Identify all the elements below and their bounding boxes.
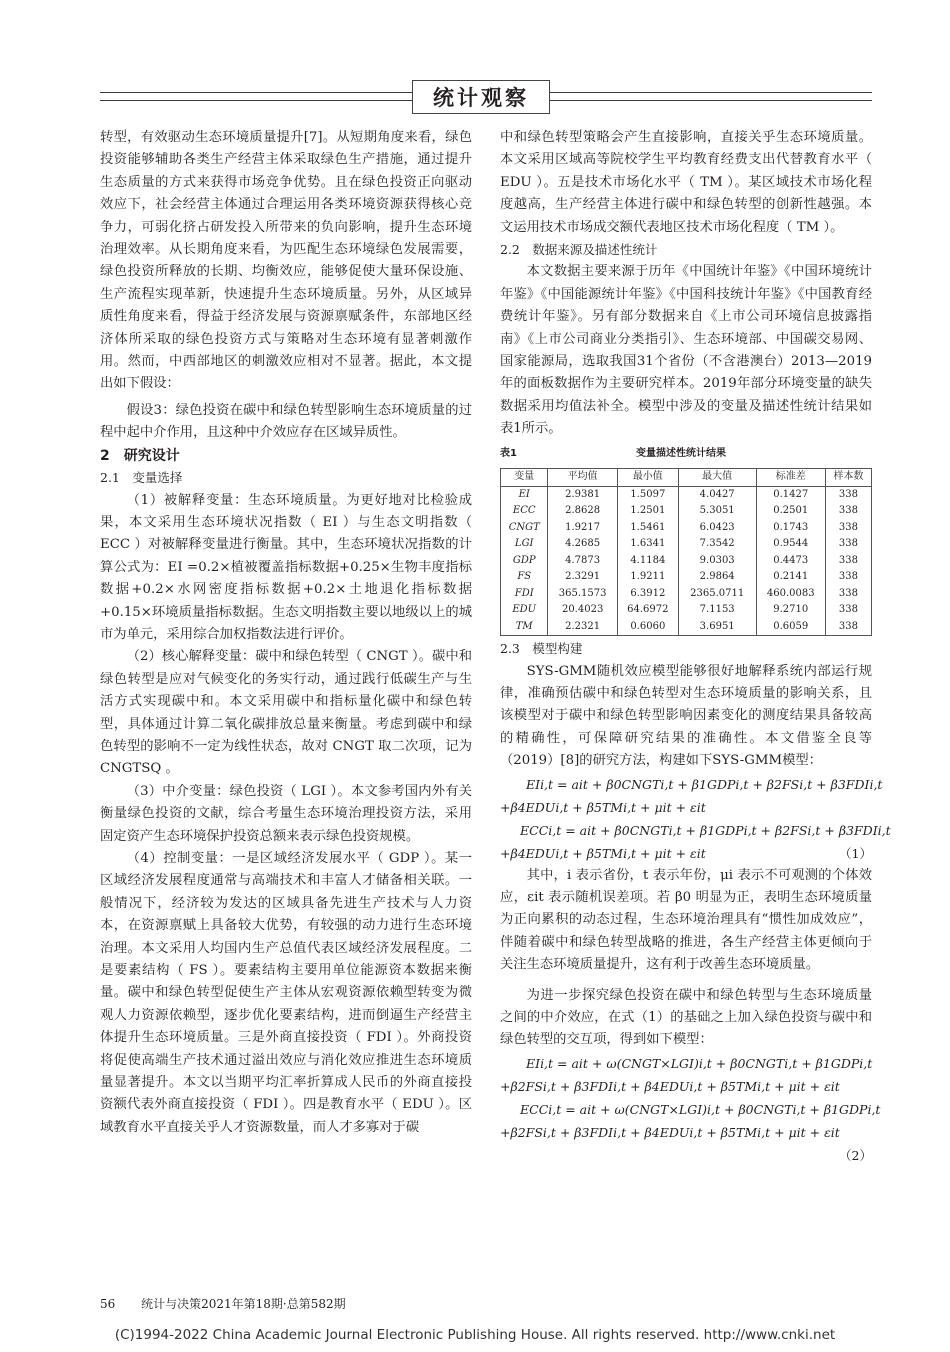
equation-number: （2） [839, 1147, 872, 1163]
value-cell: 0.2141 [756, 569, 825, 586]
table-body [501, 486, 872, 636]
paragraph: 其中，i 表示省份，t 表示年份，μi 表示不可观测的个体效应，εit 表示随机误差项。若 β0 明显为正，表明生态环境质量为正向累积的动态过程，生态环境治理具有“惯性加成效应”，伴随着碳中和绿色转型战略的推进，各生产经营主体更倾向于关注生态环境质量提升，这有利于改善生态环境质量。 [500, 867, 872, 973]
variable-cell: FDI [501, 586, 548, 603]
value-cell: 338 [825, 602, 871, 619]
value-cell: 0.1743 [756, 520, 825, 537]
equation-line: EIi,t = ait + ω(CNGT×LGI)i,t + β0CNGTi,t + β1GDPi,t [526, 1055, 873, 1071]
value-cell: 0.9544 [756, 536, 825, 553]
table-row [501, 486, 872, 503]
value-cell: 4.1184 [617, 553, 678, 570]
equation-line: +β4EDUi,t + β5TMi,t + μit + εit [500, 799, 706, 815]
value-cell: 5.3051 [678, 503, 756, 520]
value-cell: 338 [825, 536, 871, 553]
value-cell: 4.7873 [548, 553, 617, 570]
equation-line-numbered [500, 842, 872, 865]
equation-line: +β2FSi,t + β3FDIi,t + β4EDUi,t + β5TMi,t + μit + εit [500, 1078, 840, 1094]
table-row [501, 503, 872, 520]
subsection-heading: 2.1 变量选择 [100, 470, 183, 486]
equation-2 [500, 1052, 881, 1163]
journal-info: 统计与决策2021年第18期·总第582期 [141, 1297, 346, 1311]
value-cell: 1.6341 [617, 536, 678, 553]
paragraph: 转型，有效驱动生态环境质量提升[7]。从短期角度来看，绿色投资能够辅助各类生产经营主体采取绿色生产措施，通过提升生态质量的方式来获得市场竞争优势。且在绿色投资正向驱动效应下，社会经营主体通过合理运用各类环境资源获得核心竞争力，可弱化挤占研发投入所带来的负向影响，提升生态环境治理效率。从长期角度来看，为匹配生态环境绿色发展需要，绿色投资所释放的长期、均衡效应，能够促使大量环保设施、生产流程实现革新，快速提升生态环境质量。另外，从区域异质性角度来看，得益于经济发展与资源禀赋条件，东部地区经济体所采取的绿色投资方式与策略对生态环境有显著刺激作用。然而，中西部地区的刺激效应相对不显著。据此，本文提出如下假设： [100, 130, 472, 392]
value-cell: 338 [825, 619, 871, 636]
value-cell: 460.0083 [756, 586, 825, 603]
subsection-heading: 2.3 模型构建 [500, 641, 583, 657]
table-row [501, 536, 872, 553]
col-header: 标准差 [756, 469, 825, 487]
section-heading: 2 研究设计 [100, 447, 180, 464]
equation-line-numbered [500, 1121, 872, 1163]
value-cell: 2.8628 [548, 503, 617, 520]
value-cell: 0.6059 [756, 619, 825, 636]
value-cell: 1.5097 [617, 486, 678, 503]
value-cell: 338 [825, 486, 871, 503]
value-cell: 1.2501 [617, 503, 678, 520]
equation-number: （1） [839, 845, 872, 861]
right-column [500, 127, 891, 1167]
table-label: 表1 [500, 447, 517, 459]
value-cell: 4.2685 [548, 536, 617, 553]
variable-cell: EI [501, 486, 548, 503]
value-cell: 7.1153 [678, 602, 756, 619]
value-cell: 9.2710 [756, 602, 825, 619]
variable-cell: CNGT [501, 520, 548, 537]
value-cell: 338 [825, 569, 871, 586]
value-cell: 2.9864 [678, 569, 756, 586]
value-cell: 3.6951 [678, 619, 756, 636]
value-cell: 338 [825, 503, 871, 520]
variable-cell: LGI [501, 536, 548, 553]
value-cell: 0.2501 [756, 503, 825, 520]
value-cell: 64.6972 [617, 602, 678, 619]
col-header: 样本数 [825, 469, 871, 487]
table-row [501, 602, 872, 619]
paragraph: （2）核心解释变量：碳中和绿色转型（ CNGT ）。碳中和绿色转型是应对气候变化的务实行动，通过践行低碳生产与生活方式实现碳中和。本文采用碳中和指标量化碳中和绿色转型，具体通过计算二氧化碳排放总量来衡量。考虑到碳中和绿色转型的影响不一定为线性状态，故对 CNGT 取二次项，记为 CNGTSQ 。 [100, 649, 472, 777]
value-cell: 1.9211 [617, 569, 678, 586]
hypothesis-3: 假设3：绿色投资在碳中和绿色转型影响生态环境质量的过程中起中介作用，且这种中介效应存在区域异质性。 [100, 402, 472, 441]
variable-cell: GDP [501, 553, 548, 570]
value-cell: 338 [825, 553, 871, 570]
equation-text: +β4EDUi,t + β5TMi,t + μit + εit [500, 845, 706, 861]
table-row [501, 586, 872, 603]
paragraph: （3）中介变量：绿色投资（ LGI ）。本文参考国内外有关衡量绿色投资的文献，综合考量生态环境治理投资方法，采用固定资产生态环境保护投资总额来表示绿色投资规模。 [100, 783, 472, 844]
table-header-row [501, 469, 872, 487]
equation-text: +β2FSi,t + β3FDIi,t + β4EDUi,t + β5TMi,t + μit + εit [500, 1124, 840, 1140]
value-cell: 7.3542 [678, 536, 756, 553]
value-cell: 2.2321 [548, 619, 617, 636]
section-title: 统计观察 [412, 80, 550, 114]
variable-cell: TM [501, 619, 548, 636]
left-column [100, 127, 472, 1139]
page-number: 56 [100, 1297, 116, 1311]
variable-cell: EDU [501, 602, 548, 619]
paragraph: SYS-GMM随机效应模型能够很好地解释系统内部运行规律，准确预估碳中和绿色转型对生态环境质量的影响关系，且该模型对于碳中和绿色转型影响因素变化的测度结果具备较高的精确性，可保障研究结果的准确性。本文借鉴全良等（2019）[8]的研究方法，构建如下SYS-GMM模型： [500, 663, 872, 769]
copyright-notice: (C)1994-2022 China Academic Journal Electronic Publishing House. All rights reserved. http://www.cnki.net [114, 1327, 836, 1343]
page-footer [100, 1295, 346, 1312]
paragraph: 本文数据主要来源于历年《中国统计年鉴》《中国环境统计年鉴》《中国能源统计年鉴》《中国科技统计年鉴》《中国教育经费统计年鉴》。另有部分数据来自《上市公司环境信息披露指南》《上市公司商业分类指引》、生态环境部、中国碳交易网、国家能源局，选取我国31个省份（不含港澳台）2013—2019年的面板数据作为主要研究样本。2019年部分环境变量的缺失数据采用均值法补全。模型中涉及的变量及描述性统计结果如表1所示。 [500, 264, 872, 437]
table-row [501, 619, 872, 636]
value-cell: 4.0427 [678, 486, 756, 503]
value-cell: 0.6060 [617, 619, 678, 636]
value-cell: 0.4473 [756, 553, 825, 570]
col-header: 最大值 [678, 469, 756, 487]
paragraph: 为进一步探究绿色投资在碳中和绿色转型与生态环境质量之间的中介效应，在式（1）的基础之上加入绿色投资与碳中和绿色转型的交互项，得到如下模型： [500, 987, 872, 1048]
paragraph: （4）控制变量：一是区域经济发展水平（ GDP ）。某一区域经济发展程度通常与高端技术和丰富人才储备相关联。一般情况下，经济较为发达的区域具备先进生产技术与人力资本，在资源禀赋上具备较大优势，有较强的动力进行生态环境治理。本文采用人均国内生产总值代表区域经济发展程度。二是要素结构（ FS ）。要素结构主要用单位能源资本数据来衡量。碳中和绿色转型促使生产主体从宏观资源依赖型转变为微观人力资源依赖型，逐步优化要素结构，进而倒逼生产经营主体提升生态环境质量。三是外商直接投资（ FDI ）。外商投资将促使高端生产技术通过溢出效应与消化效应推进生态环境质量显著提升。本文以当期平均汇率折算成人民币的外商直接投资额代表外商直接投资（ FDI ）。四是教育水平（ EDU ）。区域教育水平直接关乎人才资源数量，而人才多寡对于碳 [100, 851, 472, 1135]
value-cell: 0.1427 [756, 486, 825, 503]
variable-cell: ECC [501, 503, 548, 520]
value-cell: 2.3291 [548, 569, 617, 586]
equation-line: EIi,t = ait + β0CNGTi,t + β1GDPi,t + β2FSi,t + β3FDIi,t [526, 776, 883, 792]
value-cell: 6.0423 [678, 520, 756, 537]
variable-cell: FS [501, 569, 548, 586]
col-header: 最小值 [617, 469, 678, 487]
table-row [501, 569, 872, 586]
subsection-heading: 2.2 数据来源及描述性统计 [500, 242, 658, 258]
table-caption [500, 443, 872, 465]
value-cell: 338 [825, 586, 871, 603]
paragraph: （1）被解释变量：生态环境质量。为更好地对比检验成果，本文采用生态环境状况指数（ EI ）与生态文明指数（ ECC ）对被解释变量进行衡量。其中，生态环境状况指数的计算公式为：EI =0.2×植被覆盖指标数据+0.25×生物丰度指标数据+0.2×水网密度指标数据+0.2×土地退化指标数据+0.15×环境质量指标数据。生态文明指数主要以地级以上的城市为单元，采用综合加权指数法进行评价。 [100, 492, 472, 642]
equation-line: ECCi,t = ait + ω(CNGT×LGI)i,t + β0CNGTi,t + β1GDPi,t [520, 1101, 881, 1117]
value-cell: 1.9217 [548, 520, 617, 537]
value-cell: 338 [825, 520, 871, 537]
value-cell: 2.9381 [548, 486, 617, 503]
table-title: 变量描述性统计结果 [636, 447, 726, 459]
value-cell: 2365.0711 [678, 586, 756, 603]
paragraph: 中和绿色转型策略会产生直接影响，直接关乎生态环境质量。本文采用区域高等院校学生平均教育经费支出代替教育水平（ EDU ）。五是技术市场化水平（ TM ）。某区域技术市场化程度越高，生产经营主体进行碳中和绿色转型的创新性越强。本文运用技术市场成交额代表地区技术市场化程度（ TM ）。 [500, 130, 872, 235]
table-row [501, 520, 872, 537]
value-cell: 20.4023 [548, 602, 617, 619]
value-cell: 9.0303 [678, 553, 756, 570]
col-header: 平均值 [548, 469, 617, 487]
col-header: 变量 [501, 469, 548, 487]
equation-1 [500, 773, 891, 865]
descriptive-stats-table [500, 468, 872, 636]
value-cell: 1.5461 [617, 520, 678, 537]
table-row [501, 553, 872, 570]
value-cell: 365.1573 [548, 586, 617, 603]
value-cell: 6.3912 [617, 586, 678, 603]
equation-line: ECCi,t = ait + β0CNGTi,t + β1GDPi,t + β2FSi,t + β3FDIi,t [520, 822, 891, 838]
